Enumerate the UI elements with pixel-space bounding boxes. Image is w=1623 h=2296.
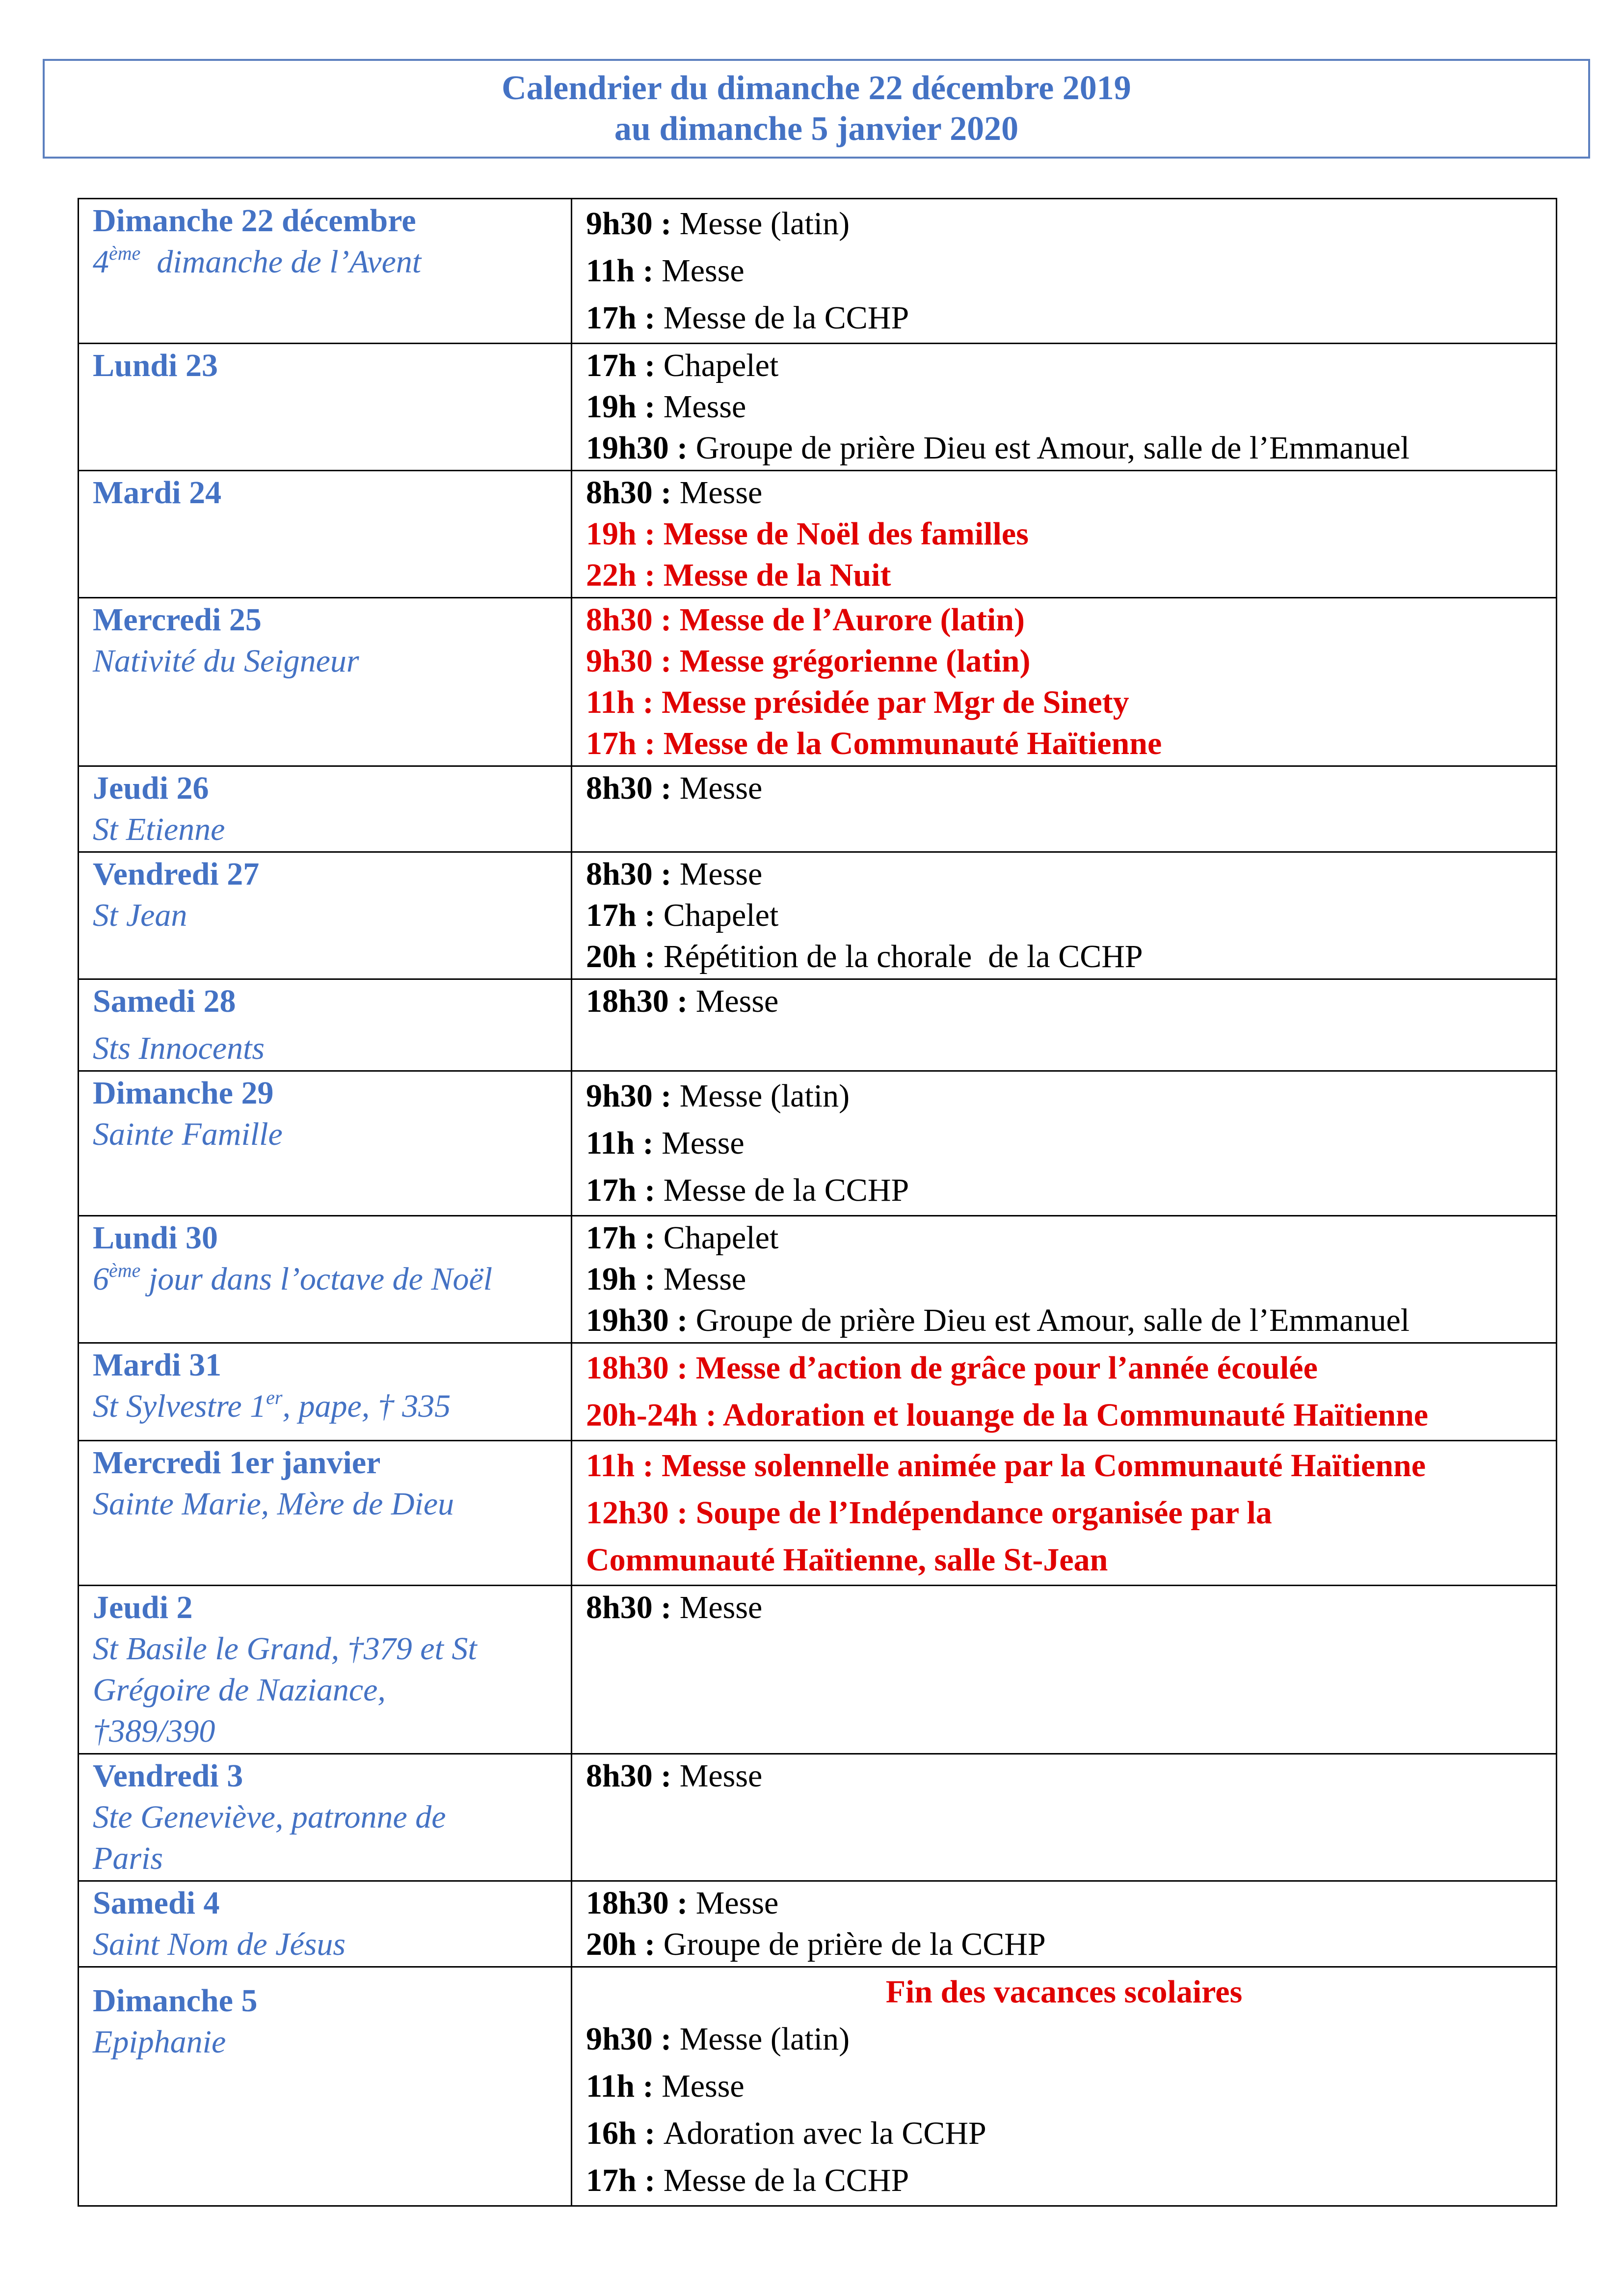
event-time: 12h30 bbox=[586, 1495, 669, 1531]
event-time: 8h30 bbox=[586, 856, 653, 892]
day-name: Jeudi 26 bbox=[93, 770, 209, 806]
event-line bbox=[586, 386, 1542, 428]
event-text: Messe grégorienne (latin) bbox=[679, 643, 1031, 679]
day-name: Mardi 24 bbox=[93, 475, 222, 511]
event-time: 11h bbox=[586, 2068, 635, 2104]
events-cell bbox=[572, 852, 1557, 979]
event-text: Messe de la Communauté Haïtienne bbox=[663, 726, 1162, 761]
day-cell bbox=[79, 1754, 572, 1881]
day-subtitle bbox=[93, 1838, 557, 1879]
time-separator: : bbox=[636, 726, 664, 761]
day-subtitle bbox=[93, 2022, 557, 2063]
time-separator: : bbox=[636, 2162, 664, 2198]
day-cell bbox=[79, 344, 572, 471]
event-text: Messe de la CCHP bbox=[663, 1172, 909, 1208]
event-line bbox=[586, 1489, 1542, 1537]
day-name: Vendredi 3 bbox=[93, 1758, 243, 1794]
day-name: Samedi 28 bbox=[93, 983, 236, 1019]
time-separator: : bbox=[636, 1261, 664, 1297]
event-line bbox=[586, 1587, 1542, 1628]
events-cell bbox=[572, 979, 1557, 1071]
time-separator: : bbox=[668, 1350, 696, 1386]
schedule-row bbox=[79, 1754, 1557, 1881]
subtitle-superscript: er bbox=[266, 1386, 283, 1408]
event-text: Messe de la CCHP bbox=[663, 2162, 909, 2198]
day-subtitle bbox=[93, 242, 557, 283]
event-text: Messe (latin) bbox=[679, 1078, 850, 1114]
day-subtitle bbox=[93, 1484, 557, 1525]
event-time: 17h bbox=[586, 726, 637, 761]
event-line bbox=[586, 936, 1542, 977]
subtitle-superscript: ème bbox=[109, 242, 141, 264]
event-text: Répétition de la chorale de la CCHP bbox=[663, 939, 1143, 974]
event-time: 17h bbox=[586, 897, 637, 933]
event-line bbox=[586, 723, 1542, 764]
event-text: Chapelet bbox=[663, 897, 779, 933]
schedule-row bbox=[79, 1967, 1557, 2206]
day-cell bbox=[79, 471, 572, 598]
event-text: Messe présidée par Mgr de Sinety bbox=[662, 684, 1129, 720]
day-cell bbox=[79, 852, 572, 979]
event-line bbox=[586, 2063, 1542, 2110]
time-separator: : bbox=[636, 939, 664, 974]
event-time: 17h bbox=[586, 2162, 637, 2198]
event-text: Messe bbox=[663, 389, 746, 425]
time-separator: : bbox=[668, 430, 696, 466]
subtitle-text: , pape, † 335 bbox=[282, 1388, 451, 1424]
event-time: 19h bbox=[586, 389, 637, 425]
event-text: Groupe de prière Dieu est Amour, salle de l’Emmanuel bbox=[695, 1302, 1410, 1338]
schedule-row bbox=[79, 1071, 1557, 1216]
time-separator: : bbox=[652, 1590, 680, 1625]
event-line bbox=[586, 2157, 1542, 2204]
event-line bbox=[586, 641, 1542, 682]
event-time: 20h bbox=[586, 1926, 637, 1962]
time-separator: : bbox=[652, 206, 680, 242]
event-time: 8h30 bbox=[586, 602, 653, 638]
event-time: 17h bbox=[586, 1172, 637, 1208]
day-name: Samedi 4 bbox=[93, 1885, 220, 1921]
event-time: 11h bbox=[586, 253, 635, 289]
event-line bbox=[586, 2016, 1542, 2063]
events-cell bbox=[572, 1586, 1557, 1754]
event-text: Messe bbox=[662, 2068, 745, 2104]
event-text: Soupe de l’Indépendance organisée par la bbox=[695, 1495, 1272, 1531]
schedule-row bbox=[79, 598, 1557, 766]
event-line bbox=[586, 1300, 1542, 1341]
event-line bbox=[586, 1756, 1542, 1797]
event-line bbox=[586, 1217, 1542, 1259]
event-time: 19h30 bbox=[586, 1302, 669, 1338]
event-line bbox=[586, 1167, 1542, 1214]
subtitle-text: Sainte Famille bbox=[93, 1116, 283, 1152]
event-line bbox=[586, 1883, 1542, 1924]
schedule-row bbox=[79, 344, 1557, 471]
time-separator: : bbox=[635, 1448, 662, 1484]
events-cell bbox=[572, 1216, 1557, 1343]
day-cell bbox=[79, 598, 572, 766]
event-time: 18h30 bbox=[586, 983, 669, 1019]
event-line bbox=[586, 1969, 1542, 2016]
day-cell bbox=[79, 1441, 572, 1586]
event-text: Adoration et louange de la Communauté Haïtienne bbox=[722, 1397, 1429, 1433]
event-text: Messe bbox=[695, 983, 779, 1019]
event-time: 17h bbox=[586, 1220, 637, 1256]
day-cell bbox=[79, 1586, 572, 1754]
time-separator: : bbox=[636, 897, 664, 933]
event-line bbox=[586, 854, 1542, 895]
schedule-row bbox=[79, 766, 1557, 852]
title-line-1: Calendrier du dimanche 22 décembre 2019 bbox=[502, 69, 1131, 107]
event-time: 19h bbox=[586, 516, 637, 552]
day-cell bbox=[79, 1881, 572, 1967]
events-cell bbox=[572, 199, 1557, 344]
events-cell bbox=[572, 598, 1557, 766]
day-name: Dimanche 22 décembre bbox=[93, 203, 416, 239]
event-line bbox=[586, 599, 1542, 641]
day-subtitle bbox=[93, 641, 557, 682]
subtitle-text: jour dans l’octave de Noël bbox=[140, 1261, 493, 1297]
time-separator: : bbox=[636, 389, 664, 425]
event-line bbox=[586, 895, 1542, 936]
time-separator: : bbox=[668, 1302, 696, 1338]
event-line bbox=[586, 1259, 1542, 1300]
schedule-row bbox=[79, 199, 1557, 344]
schedule-table bbox=[78, 198, 1557, 2207]
event-time: 18h30 bbox=[586, 1885, 669, 1921]
event-text: Messe de la CCHP bbox=[663, 300, 909, 336]
time-separator: : bbox=[635, 1125, 662, 1161]
time-separator: : bbox=[635, 253, 662, 289]
event-time: 9h30 bbox=[586, 1078, 653, 1114]
subtitle-prefix: 4 bbox=[93, 244, 109, 280]
event-line bbox=[586, 1442, 1542, 1489]
event-time: 11h bbox=[586, 1448, 635, 1484]
schedule-row bbox=[79, 852, 1557, 979]
day-subtitle bbox=[93, 1797, 557, 1838]
event-line bbox=[586, 1924, 1542, 1965]
subtitle-text: dimanche de l’Avent bbox=[140, 244, 422, 280]
event-line bbox=[586, 1120, 1542, 1167]
subtitle-prefix: St Sylvestre 1 bbox=[93, 1388, 266, 1424]
day-name: Dimanche 29 bbox=[93, 1075, 274, 1111]
time-separator: : bbox=[635, 2068, 662, 2104]
day-subtitle bbox=[93, 1114, 557, 1155]
event-text: Messe bbox=[679, 1758, 763, 1794]
event-line bbox=[586, 768, 1542, 809]
time-separator: : bbox=[636, 557, 664, 593]
day-subtitle bbox=[93, 1028, 557, 1069]
day-subtitle bbox=[93, 1670, 557, 1711]
time-separator: : bbox=[636, 300, 664, 336]
day-subtitle bbox=[93, 1259, 557, 1300]
day-name: Jeudi 2 bbox=[93, 1590, 193, 1625]
time-separator: : bbox=[636, 1172, 664, 1208]
time-separator: : bbox=[652, 643, 680, 679]
subtitle-text: Sts Innocents bbox=[93, 1030, 265, 1066]
event-line bbox=[586, 2110, 1542, 2157]
event-time: 9h30 bbox=[586, 643, 653, 679]
event-text: Messe bbox=[695, 1885, 779, 1921]
schedule-row bbox=[79, 1343, 1557, 1441]
time-separator: : bbox=[668, 1885, 696, 1921]
event-time: 16h bbox=[586, 2115, 637, 2151]
event-time: 18h30 bbox=[586, 1350, 669, 1386]
event-line bbox=[586, 1392, 1542, 1439]
event-text: Chapelet bbox=[663, 1220, 779, 1256]
event-time: 17h bbox=[586, 348, 637, 383]
subtitle-text: Ste Geneviève, patronne de bbox=[93, 1799, 446, 1835]
day-cell bbox=[79, 1967, 572, 2206]
event-text: Messe d’action de grâce pour l’année écoulée bbox=[695, 1350, 1318, 1386]
event-text: Messe bbox=[679, 475, 763, 511]
event-line bbox=[586, 682, 1542, 723]
event-time: 19h bbox=[586, 1261, 637, 1297]
event-text: Messe (latin) bbox=[679, 2021, 850, 2057]
day-name: Mardi 31 bbox=[93, 1347, 222, 1383]
event-text: Chapelet bbox=[663, 348, 779, 383]
subtitle-text: Sainte Marie, Mère de Dieu bbox=[93, 1486, 454, 1522]
subtitle-text: St Etienne bbox=[93, 811, 225, 847]
day-name: Lundi 30 bbox=[93, 1220, 218, 1256]
event-time: 8h30 bbox=[586, 1758, 653, 1794]
events-cell bbox=[572, 1343, 1557, 1441]
event-line bbox=[586, 1073, 1542, 1120]
event-text: Messe bbox=[679, 770, 763, 806]
day-subtitle bbox=[93, 1924, 557, 1965]
event-time: 9h30 bbox=[586, 2021, 653, 2057]
subtitle-text: Epiphanie bbox=[93, 2024, 226, 2060]
event-line bbox=[586, 295, 1542, 342]
time-separator: : bbox=[652, 770, 680, 806]
time-separator: : bbox=[636, 348, 664, 383]
event-text: Groupe de prière de la CCHP bbox=[663, 1926, 1046, 1962]
event-text: Messe de l’Aurore (latin) bbox=[679, 602, 1025, 638]
event-text: Groupe de prière Dieu est Amour, salle de l’Emmanuel bbox=[695, 430, 1410, 466]
event-time: 20h bbox=[586, 939, 637, 974]
event-text: Communauté Haïtienne, salle St-Jean bbox=[586, 1542, 1108, 1578]
event-time: 19h30 bbox=[586, 430, 669, 466]
event-line bbox=[586, 981, 1542, 1022]
time-separator: : bbox=[652, 1758, 680, 1794]
time-separator: : bbox=[652, 2021, 680, 2057]
subtitle-text: Nativité du Seigneur bbox=[93, 643, 359, 679]
day-cell bbox=[79, 1071, 572, 1216]
events-cell bbox=[572, 1441, 1557, 1586]
schedule-row bbox=[79, 1881, 1557, 1967]
event-line bbox=[586, 472, 1542, 513]
subtitle-text: Paris bbox=[93, 1840, 163, 1876]
time-separator: : bbox=[652, 1078, 680, 1114]
day-name: Dimanche 5 bbox=[93, 1983, 258, 2019]
title-box bbox=[43, 59, 1590, 159]
time-separator: : bbox=[652, 602, 680, 638]
day-cell bbox=[79, 979, 572, 1071]
event-line bbox=[586, 1537, 1542, 1584]
time-separator: : bbox=[636, 1926, 664, 1962]
event-text: Messe bbox=[679, 856, 763, 892]
events-cell bbox=[572, 1881, 1557, 1967]
events-cell bbox=[572, 471, 1557, 598]
time-separator: : bbox=[697, 1397, 723, 1433]
event-time: 11h bbox=[586, 684, 635, 720]
schedule-row bbox=[79, 1216, 1557, 1343]
events-cell bbox=[572, 1754, 1557, 1881]
day-subtitle bbox=[93, 1711, 557, 1752]
event-text: Messe bbox=[662, 1125, 745, 1161]
title-line-2: au dimanche 5 janvier 2020 bbox=[614, 109, 1019, 148]
time-separator: : bbox=[635, 684, 662, 720]
event-line bbox=[586, 555, 1542, 596]
event-text: Messe (latin) bbox=[679, 206, 850, 242]
time-separator: : bbox=[652, 856, 680, 892]
time-separator: : bbox=[668, 983, 696, 1019]
event-text: Messe bbox=[679, 1590, 763, 1625]
events-cell bbox=[572, 1967, 1557, 2206]
schedule-row bbox=[79, 1586, 1557, 1754]
day-cell bbox=[79, 1216, 572, 1343]
subtitle-text: St Basile le Grand, †379 et St bbox=[93, 1631, 477, 1667]
event-time: 22h bbox=[586, 557, 637, 593]
events-cell bbox=[572, 344, 1557, 471]
event-text: Messe solennelle animée par la Communauté Haïtienne bbox=[662, 1448, 1426, 1484]
day-name: Mercredi 25 bbox=[93, 602, 262, 638]
subtitle-text: Saint Nom de Jésus bbox=[93, 1926, 346, 1962]
day-subtitle bbox=[93, 1628, 557, 1670]
day-subtitle bbox=[93, 895, 557, 936]
time-separator: : bbox=[636, 1220, 664, 1256]
event-text: Fin des vacances scolaires bbox=[885, 1974, 1243, 2010]
event-line bbox=[586, 345, 1542, 386]
day-subtitle bbox=[93, 809, 557, 850]
time-separator: : bbox=[668, 1495, 696, 1531]
event-text: Messe de la Nuit bbox=[663, 557, 891, 593]
day-name: Mercredi 1er janvier bbox=[93, 1445, 381, 1481]
day-subtitle bbox=[93, 1386, 557, 1427]
event-time: 11h bbox=[586, 1125, 635, 1161]
subtitle-text: †389/390 bbox=[93, 1713, 215, 1749]
subtitle-prefix: 6 bbox=[93, 1261, 109, 1297]
events-cell bbox=[572, 766, 1557, 852]
event-text: Adoration avec la CCHP bbox=[663, 2115, 986, 2151]
event-time: 20h-24h bbox=[586, 1397, 698, 1433]
event-time: 8h30 bbox=[586, 475, 653, 511]
time-separator: : bbox=[652, 475, 680, 511]
schedule-row bbox=[79, 471, 1557, 598]
day-cell bbox=[79, 1343, 572, 1441]
time-separator: : bbox=[636, 516, 664, 552]
day-cell bbox=[79, 766, 572, 852]
time-separator: : bbox=[636, 2115, 664, 2151]
day-cell bbox=[79, 199, 572, 344]
event-time: 8h30 bbox=[586, 770, 653, 806]
event-line bbox=[586, 1345, 1542, 1392]
event-line bbox=[586, 200, 1542, 247]
schedule-row bbox=[79, 1441, 1557, 1586]
subtitle-text: St Jean bbox=[93, 897, 187, 933]
event-time: 17h bbox=[586, 300, 637, 336]
event-time: 9h30 bbox=[586, 206, 653, 242]
day-name: Vendredi 27 bbox=[93, 856, 260, 892]
day-name: Lundi 23 bbox=[93, 348, 218, 383]
subtitle-text: Grégoire de Naziance, bbox=[93, 1672, 386, 1708]
events-cell bbox=[572, 1071, 1557, 1216]
subtitle-superscript: ème bbox=[109, 1259, 141, 1281]
event-line bbox=[586, 247, 1542, 295]
event-text: Messe bbox=[663, 1261, 746, 1297]
event-time: 8h30 bbox=[586, 1590, 653, 1625]
schedule-row bbox=[79, 979, 1557, 1071]
event-line bbox=[586, 428, 1542, 469]
event-text: Messe de Noël des familles bbox=[663, 516, 1029, 552]
event-line bbox=[586, 513, 1542, 555]
event-text: Messe bbox=[662, 253, 745, 289]
